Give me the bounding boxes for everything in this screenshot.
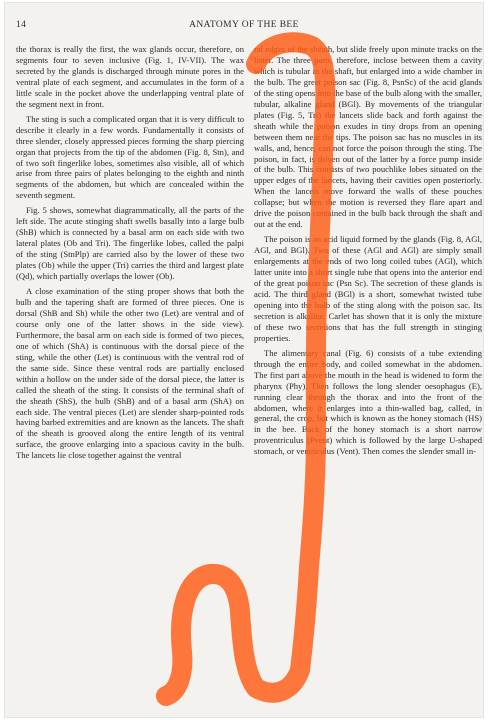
page-number: 14 xyxy=(16,20,27,30)
left-paragraph-2: The sting is such a complicated organ that it is very difficult to describe it clearly in a few words. Fundamentally it consists of three slender, closely appressed pieces forming the sharp piercing organ that projects from the tip of the abdomen (Fig. 8, Stn), and of two soft fingerlike lobes, sometimes also visible, all of which arise from three pairs of plates belonging to the eighth and ninth segments of the abdomen, but which are concealed within the seventh segment. xyxy=(16,113,244,201)
right-paragraph-1: ral edges of the sheath, but slide freely upon minute tracks on the latter. The three parts, therefore, inclose between them a cavity which is tubular in the shaft, but enlarged into a wide chamber in the bulb. The great poison sac (Fig. 8, PsnSc) of the acid glands of the sting opens into the base of the bulb along with the smaller, tubular, alkaline gland (BGl). By movements of the triangular plates (Fig. 5, Tri) the lancets slide back and forth against the sheath while the poison exudes in tiny drops from an opening between them near the tips. The poison sac has no muscles in its walls, and, hence, can not force the poison through the sting. The poison, in fact, is driven out of the latter by a force pump inside of the bulb. This consists of two pouchlike lobes situated on the upper edges of the lancets, having their cavities open posteriorly. When the lancets move forward the walls of these pouches collapse; but when the motion is reversed they flare apart and drive the poison contained in the bulb back through the shaft and out at the end. xyxy=(254,44,482,230)
left-column xyxy=(16,44,244,714)
left-paragraph-3: Fig. 5 shows, somewhat diagrammatically, all the parts of the left side. The acute stinging shaft swells basally into a large bulb (ShB) which is connected by a basal arm on each side with two lateral plates (Ob and Tri). The fingerlike lobes, called the palpi of the sting (StnPlp) are carried also by the lower of these two plates (Ob) while the upper (Tri) carries the third and largest plate (Qd), which partially overlaps the lower (Ob). xyxy=(16,205,244,282)
left-paragraph-1: the thorax is really the first, the wax glands occur, therefore, on segments four to seven inclusive (Fig. 1, IV-VII). The wax secreted by the glands is discharged through minute pores in the ventral plate of each segment, and accumulates in the form of a little scale in the pocket above the underlapping ventral plate of the segment next in front. xyxy=(16,44,244,109)
running-title: ANATOMY OF THE BEE xyxy=(189,20,299,30)
right-paragraph-3: The alimentary canal (Fig. 6) consists of a tube extending through the entire body, and coiled somewhat in the abdomen. The first part above the mouth in the head is widened to form the pharynx (Phy). Then follows the long slender oesophagus (E), running clear through the thorax and into the front of the abdomen, where it enlarges into a thin-walled bag, called, in general, the crop, but which is known as the honey stomach (HS) in the bee. Back of the honey stomach is a short narrow proventriculus (Pvent) which is followed by the large U-shaped stomach, or ventriculus (Vent). Then comes the slender small in- xyxy=(254,347,482,457)
left-paragraph-4: A close examination of the sting proper shows that both the bulb and the tapering shaft are formed of three pieces. One is dorsal (ShB and Sh) while the other two (Let) are ventral and of course only one of the latter shows in the side view). Furthermore, the basal arm on each side is formed of two pieces, one of which (ShA) is continuous with the dorsal piece of the sting, while the other (Let) is continuous with the ventral rod of the same side. Since these ventral rods are partially enclosed within a hollow on the under side of the dorsal piece, the latter is called the sheath of the sting. It consists of the terminal shaft of the sheath (ShS), the bulb (ShB) and of a basal arm (ShA) on each side. The ventral pieces (Let) are slender sharp-pointed rods having barbed extremities and are known as the lancets. The shaft of the sheath is grooved along the entire length of its ventral surface, the groove enlarging into a spacious cavity in the bulb. The lancets lie close together against the ventral xyxy=(16,286,244,461)
right-column xyxy=(254,44,482,714)
book-page xyxy=(4,2,484,718)
page-header xyxy=(16,20,472,34)
right-paragraph-2: The poison is an acid liquid formed by the glands (Fig. 8, AGl, AGl, and BGl). Two of these (AGl and AGl) are simply small enlargements at the ends of two long coiled tubes (AGl), which latter unite into a short single tube that opens into the anterior end of the great poison sac (Psn Sc). The secretion of these glands is acid. The third gland (BGl) is a short, somewhat twisted tube opening into the bulb of the sting along with the poison sac. Its secretion is alkaline. Carlet has shown that it is only the mixture of these two secretions that has the full strength in stinging properties. xyxy=(254,234,482,343)
